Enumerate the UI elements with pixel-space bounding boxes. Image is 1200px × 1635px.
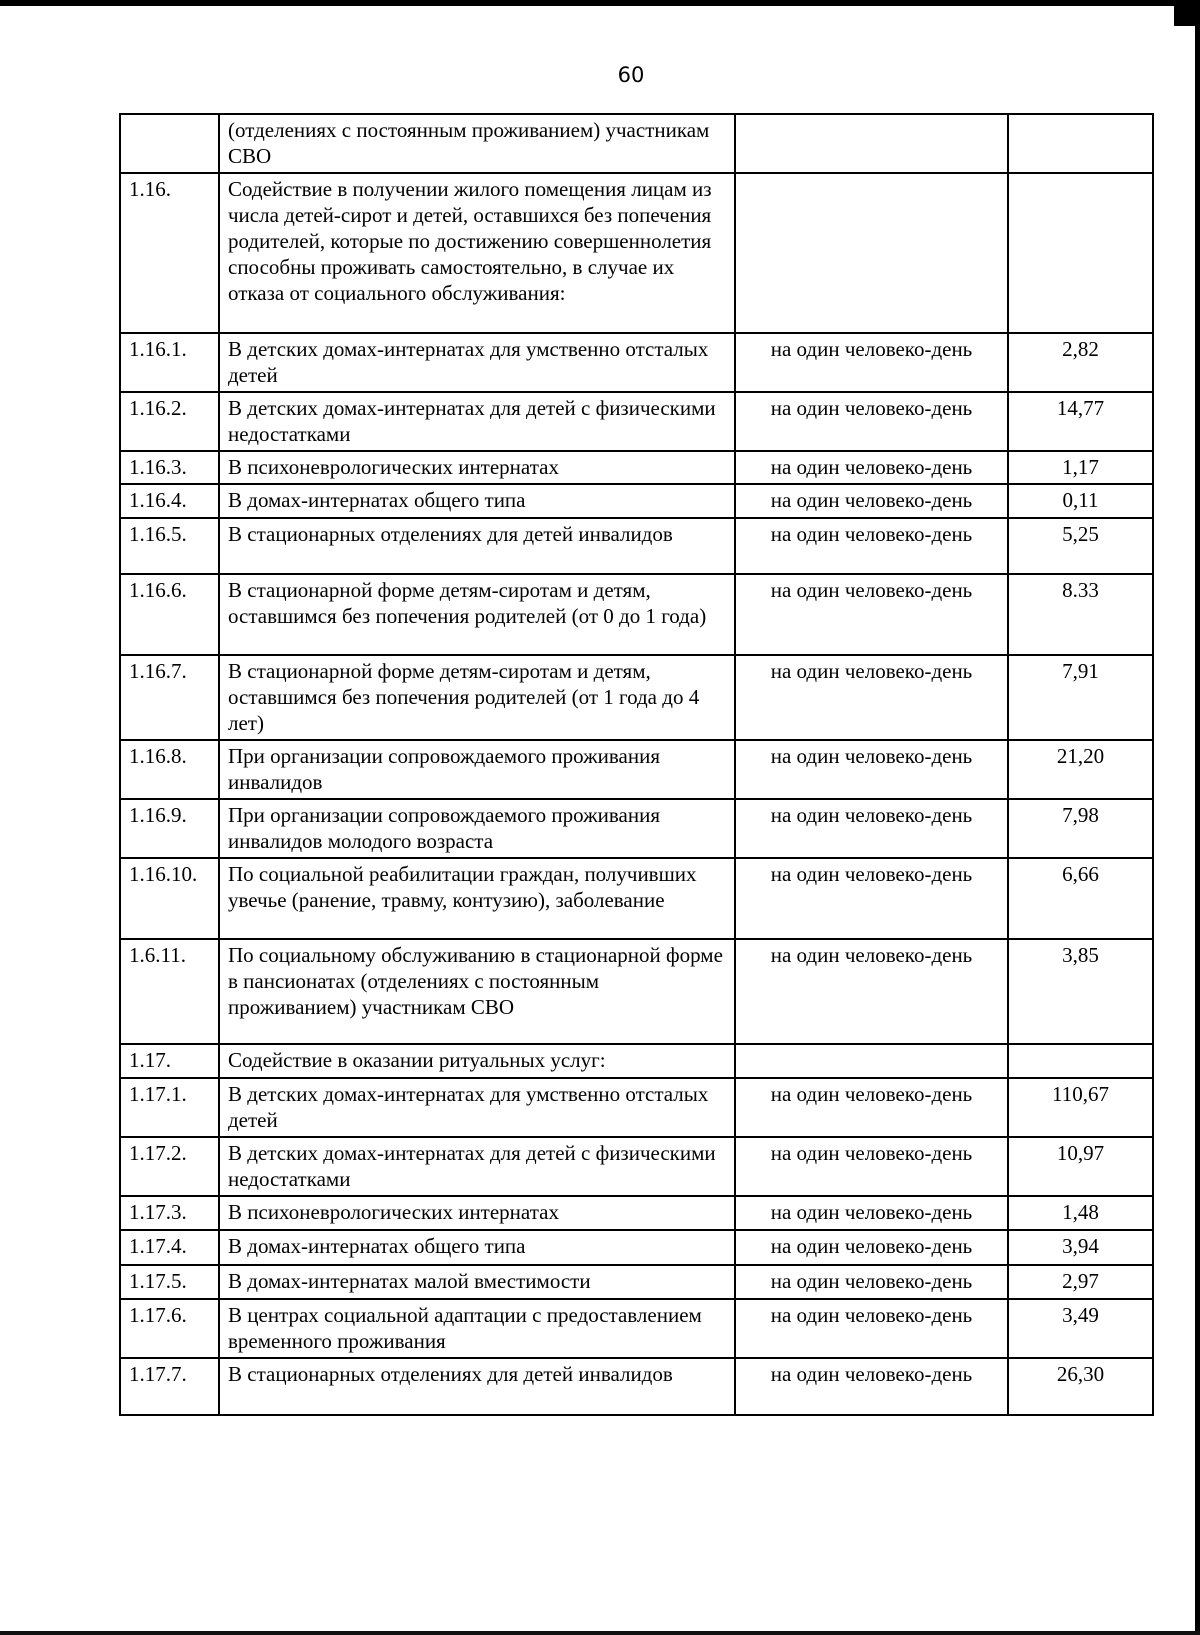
scan-border-right <box>1195 0 1200 1635</box>
table-row <box>120 518 1153 574</box>
service-name: Содействие в оказании ритуальных услуг: <box>219 1044 735 1078</box>
tariff-value: 8.33 <box>1008 574 1153 655</box>
service-name: В детских домах-интернатах для детей с физическими недостатками <box>219 1137 735 1196</box>
unit-of-measure: на один человеко-день <box>735 574 1008 655</box>
scan-border-bottom <box>0 1631 1200 1635</box>
scan-border-top <box>0 0 1200 6</box>
row-number: 1.16.10. <box>120 858 219 939</box>
row-number: 1.16.7. <box>120 655 219 740</box>
table-row <box>120 1358 1153 1415</box>
unit-of-measure: на один человеко-день <box>735 333 1008 392</box>
table-row <box>120 1230 1153 1265</box>
table-row <box>120 939 1153 1044</box>
tariff-value <box>1008 1044 1153 1078</box>
service-name: В домах-интернатах малой вместимости <box>219 1265 735 1299</box>
row-number: 1.16.2. <box>120 392 219 451</box>
service-name: В стационарной форме детям-сиротам и детям, оставшимся без попечения родителей (от 0 до 1 года) <box>219 574 735 655</box>
service-name: В центрах социальной адаптации с предоставлением временного проживания <box>219 1299 735 1358</box>
row-number: 1.17.4. <box>120 1230 219 1265</box>
row-number: 1.17. <box>120 1044 219 1078</box>
row-number: 1.17.2. <box>120 1137 219 1196</box>
tariff-value: 14,77 <box>1008 392 1153 451</box>
tariff-value: 1,48 <box>1008 1196 1153 1230</box>
unit-of-measure: на один человеко-день <box>735 392 1008 451</box>
tariff-value: 3,85 <box>1008 939 1153 1044</box>
tariff-value: 3,94 <box>1008 1230 1153 1265</box>
row-number: 1.16.3. <box>120 451 219 484</box>
service-name: В стационарных отделениях для детей инвалидов <box>219 518 735 574</box>
table-row <box>120 740 1153 799</box>
service-name: В детских домах-интернатах для умственно отсталых детей <box>219 1078 735 1137</box>
tariff-value <box>1008 114 1153 173</box>
unit-of-measure: на один человеко-день <box>735 1299 1008 1358</box>
service-name: По социальному обслуживанию в стационарной форме в пансионатах (отделениях с постоянным проживанием) участникам СВО <box>219 939 735 1044</box>
tariff-value: 7,98 <box>1008 799 1153 858</box>
row-number: 1.17.1. <box>120 1078 219 1137</box>
row-number: 1.16.4. <box>120 484 219 518</box>
unit-of-measure: на один человеко-день <box>735 451 1008 484</box>
unit-of-measure <box>735 114 1008 173</box>
unit-of-measure: на один человеко-день <box>735 655 1008 740</box>
service-name: Содействие в получении жилого помещения лицам из числа детей-сирот и детей, оставшихся без попечения родителей, которые по достижению совершеннолетия способны проживать самостоятельно, в случае их отказа от социального обслуживания: <box>219 173 735 333</box>
unit-of-measure: на один человеко-день <box>735 858 1008 939</box>
row-number: 1.16.6. <box>120 574 219 655</box>
service-name: (отделениях с постоянным проживанием) участникам СВО <box>219 114 735 173</box>
tariff-value: 2,82 <box>1008 333 1153 392</box>
tariff-value: 21,20 <box>1008 740 1153 799</box>
tariff-value: 6,66 <box>1008 858 1153 939</box>
table-row <box>120 858 1153 939</box>
table-row <box>120 655 1153 740</box>
row-number: 1.16.1. <box>120 333 219 392</box>
unit-of-measure: на один человеко-день <box>735 484 1008 518</box>
table-row <box>120 392 1153 451</box>
service-name: В домах-интернатах общего типа <box>219 484 735 518</box>
tariff-value <box>1008 173 1153 333</box>
unit-of-measure: на один человеко-день <box>735 1137 1008 1196</box>
service-name: При организации сопровождаемого проживания инвалидов <box>219 740 735 799</box>
row-number: 1.16. <box>120 173 219 333</box>
service-name: В психоневрологических интернатах <box>219 451 735 484</box>
table-row <box>120 1044 1153 1078</box>
unit-of-measure: на один человеко-день <box>735 1358 1008 1415</box>
table-row <box>120 484 1153 518</box>
table-row <box>120 574 1153 655</box>
tariff-value: 1,17 <box>1008 451 1153 484</box>
row-number: 1.6.11. <box>120 939 219 1044</box>
table-row <box>120 799 1153 858</box>
unit-of-measure: на один человеко-день <box>735 939 1008 1044</box>
tariff-table-body <box>120 114 1153 1415</box>
table-row <box>120 114 1153 173</box>
row-number: 1.17.3. <box>120 1196 219 1230</box>
service-name: В детских домах-интернатах для детей с физическими недостатками <box>219 392 735 451</box>
tariff-value: 110,67 <box>1008 1078 1153 1137</box>
unit-of-measure: на один человеко-день <box>735 740 1008 799</box>
row-number: 1.17.6. <box>120 1299 219 1358</box>
tariff-value: 2,97 <box>1008 1265 1153 1299</box>
service-name: В психоневрологических интернатах <box>219 1196 735 1230</box>
row-number: 1.16.5. <box>120 518 219 574</box>
table-row <box>120 451 1153 484</box>
scan-corner-mark <box>1174 0 1200 26</box>
tariff-value: 5,25 <box>1008 518 1153 574</box>
unit-of-measure <box>735 173 1008 333</box>
tariff-value: 10,97 <box>1008 1137 1153 1196</box>
table-row <box>120 173 1153 333</box>
unit-of-measure: на один человеко-день <box>735 1196 1008 1230</box>
unit-of-measure: на один человеко-день <box>735 1230 1008 1265</box>
service-name: По социальной реабилитации граждан, получивших увечье (ранение, травму, контузию), заболевание <box>219 858 735 939</box>
tariff-table <box>119 113 1154 1416</box>
service-name: При организации сопровождаемого проживания инвалидов молодого возраста <box>219 799 735 858</box>
row-number: 1.17.7. <box>120 1358 219 1415</box>
row-number: 1.16.9. <box>120 799 219 858</box>
row-number <box>120 114 219 173</box>
tariff-value: 3,49 <box>1008 1299 1153 1358</box>
service-name: В стационарных отделениях для детей инвалидов <box>219 1358 735 1415</box>
table-row <box>120 333 1153 392</box>
tariff-value: 7,91 <box>1008 655 1153 740</box>
tariff-value: 0,11 <box>1008 484 1153 518</box>
table-row <box>120 1137 1153 1196</box>
table-row <box>120 1078 1153 1137</box>
unit-of-measure: на один человеко-день <box>735 1078 1008 1137</box>
row-number: 1.17.5. <box>120 1265 219 1299</box>
table-row <box>120 1299 1153 1358</box>
unit-of-measure: на один человеко-день <box>735 518 1008 574</box>
row-number: 1.16.8. <box>120 740 219 799</box>
table-row <box>120 1196 1153 1230</box>
unit-of-measure <box>735 1044 1008 1078</box>
service-name: В домах-интернатах общего типа <box>219 1230 735 1265</box>
unit-of-measure: на один человеко-день <box>735 1265 1008 1299</box>
page-number: 60 <box>617 63 645 87</box>
unit-of-measure: на один человеко-день <box>735 799 1008 858</box>
tariff-value: 26,30 <box>1008 1358 1153 1415</box>
service-name: В детских домах-интернатах для умственно отсталых детей <box>219 333 735 392</box>
table-row <box>120 1265 1153 1299</box>
service-name: В стационарной форме детям-сиротам и детям, оставшимся без попечения родителей (от 1 года до 4 лет) <box>219 655 735 740</box>
